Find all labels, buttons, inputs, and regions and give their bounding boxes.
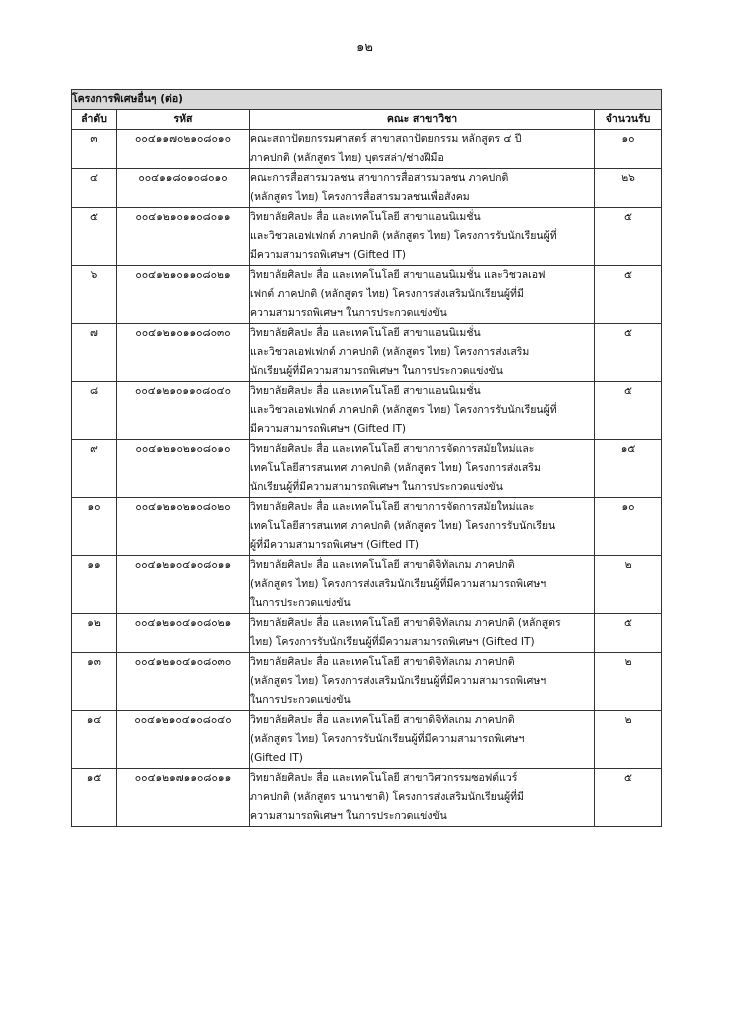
row-description-line: ไทย) โครงการรับนักเรียนผู้ที่มีความสามารถพิเศษฯ (Gifted IT) [250,636,535,648]
row-order-number: ๘ [72,382,117,440]
row-quota: ๕ [595,266,662,324]
column-header-code: รหัส [117,110,250,130]
row-description-line: วิทยาลัยศิลปะ สื่อ และเทคโนโลยี สาขาวิศวกรรมซอฟต์แวร์ [250,772,518,784]
row-description-line: วิทยาลัยศิลปะ สื่อ และเทคโนโลยี สาขาการจัดการสมัยใหม่และ [250,443,535,455]
row-description-line: (หลักสูตร ไทย) โครงการสื่อสารมวลชนเพื่อสังคม [250,191,470,203]
row-description-line: (หลักสูตร ไทย) โครงการรับนักเรียนผู้ที่มีความสามารถพิเศษฯ [250,733,525,745]
table-row [72,498,662,556]
row-description-line: วิทยาลัยศิลปะ สื่อ และเทคโนโลยี สาขาดิจิทัลเกม ภาคปกติ [250,559,515,571]
row-description-line: วิทยาลัยศิลปะ สื่อ และเทคโนโลยี สาขาการจัดการสมัยใหม่และ [250,501,535,513]
section-title: โครงการพิเศษอื่นๆ (ต่อ) [72,90,662,110]
row-order-number: ๕ [72,208,117,266]
row-quota: ๕ [595,382,662,440]
table-row [72,653,662,711]
row-description-line: วิทยาลัยศิลปะ สื่อ และเทคโนโลยี สาขาแอนนิเมชั่น [250,385,481,397]
table-row [72,440,662,498]
table-row [72,208,662,266]
table-row [72,382,662,440]
row-order-number: ๑๓ [72,653,117,711]
page-number: ๑๒ [356,40,373,55]
row-program-code: ๐๐๔๑๒๑๐๑๑๐๘๐๒๑ [117,266,250,324]
row-program-code: ๐๐๔๑๑๘๐๑๐๘๐๑๐ [117,169,250,208]
row-faculty-major [250,614,595,653]
row-quota: ๒ [595,556,662,614]
row-faculty-major [250,769,595,827]
row-description-line: และวิชวลเอฟเฟกต์ ภาคปกติ (หลักสูตร ไทย) โครงการรับนักเรียนผู้ที่ [250,404,557,416]
row-faculty-major [250,498,595,556]
row-order-number: ๖ [72,266,117,324]
row-description-line: ผู้ที่มีความสามารถพิเศษฯ (Gifted IT) [250,539,420,551]
row-faculty-major [250,440,595,498]
program-table [71,89,662,827]
row-quota: ๑๐ [595,130,662,169]
row-faculty-major [250,208,595,266]
row-description-line: มีความสามารถพิเศษฯ (Gifted IT) [250,249,406,261]
row-program-code: ๐๐๔๑๑๗๐๒๑๐๘๐๑๐ [117,130,250,169]
row-quota: ๑๐ [595,498,662,556]
row-order-number: ๔ [72,169,117,208]
row-description-line: ความสามารถพิเศษฯ ในการประกวดแข่งขัน [250,810,447,822]
row-description-line: ภาคปกติ (หลักสูตร นานาชาติ) โครงการส่งเสริมนักเรียนผู้ที่มี [250,791,524,803]
row-description-line: คณะสถาปัตยกรรมศาสตร์ สาขาสถาปัตยกรรม หลักสูตร ๔ ปี [250,133,522,145]
row-description-line: วิทยาลัยศิลปะ สื่อ และเทคโนโลยี สาขาแอนนิเมชั่น และวิชวลเอฟ [250,269,546,281]
row-quota: ๒๖ [595,169,662,208]
row-order-number: ๑๕ [72,769,117,827]
row-program-code: ๐๐๔๑๒๑๐๔๑๐๘๐๔๐ [117,711,250,769]
row-faculty-major [250,711,595,769]
table-row [72,324,662,382]
row-order-number: ๑๒ [72,614,117,653]
column-header-row [72,110,662,130]
row-program-code: ๐๐๔๑๒๑๐๒๑๐๘๐๑๐ [117,440,250,498]
row-description-line: เทคโนโลยีสารสนเทศ ภาคปกติ (หลักสูตร ไทย) โครงการส่งเสริม [250,462,541,474]
row-program-code: ๐๐๔๑๒๑๐๒๑๐๘๐๒๐ [117,498,250,556]
row-program-code: ๐๐๔๑๒๑๐๔๑๐๘๐๑๑ [117,556,250,614]
row-faculty-major [250,653,595,711]
table-row [72,169,662,208]
row-order-number: ๑๐ [72,498,117,556]
section-header-row [72,90,662,110]
table-row [72,130,662,169]
row-description-line: วิทยาลัยศิลปะ สื่อ และเทคโนโลยี สาขาดิจิทัลเกม ภาคปกติ (หลักสูตร [250,617,561,629]
row-description-line: (หลักสูตร ไทย) โครงการส่งเสริมนักเรียนผู้ที่มีความสามารถพิเศษฯ [250,675,547,687]
row-description-line: วิทยาลัยศิลปะ สื่อ และเทคโนโลยี สาขาแอนนิเมชั่น [250,327,481,339]
row-faculty-major [250,130,595,169]
row-description-line: (หลักสูตร ไทย) โครงการส่งเสริมนักเรียนผู้ที่มีความสามารถพิเศษฯ [250,578,547,590]
table-row [72,556,662,614]
row-description-line: ในการประกวดแข่งขัน [250,694,351,706]
row-quota: ๕ [595,324,662,382]
row-description-line: วิทยาลัยศิลปะ สื่อ และเทคโนโลยี สาขาดิจิทัลเกม ภาคปกติ [250,656,515,668]
row-description-line: (Gifted IT) [250,752,303,764]
table-row [72,769,662,827]
row-description-line: นักเรียนผู้ที่มีความสามารถพิเศษฯ ในการประกวดแข่งขัน [250,365,503,377]
row-order-number: ๑๑ [72,556,117,614]
row-quota: ๕ [595,769,662,827]
row-quota: ๑๕ [595,440,662,498]
row-order-number: ๙ [72,440,117,498]
row-faculty-major [250,266,595,324]
table-row [72,711,662,769]
row-order-number: ๑๔ [72,711,117,769]
row-description-line: วิทยาลัยศิลปะ สื่อ และเทคโนโลยี สาขาดิจิทัลเกม ภาคปกติ [250,714,515,726]
column-header-order: ลำดับ [72,110,117,130]
row-description-line: มีความสามารถพิเศษฯ (Gifted IT) [250,423,406,435]
row-program-code: ๐๐๔๑๒๑๐๔๑๐๘๐๒๑ [117,614,250,653]
row-program-code: ๐๐๔๑๒๑๐๔๑๐๘๐๓๐ [117,653,250,711]
row-order-number: ๓ [72,130,117,169]
row-faculty-major [250,556,595,614]
row-description-line: และวิชวลเอฟเฟกต์ ภาคปกติ (หลักสูตร ไทย) โครงการรับนักเรียนผู้ที่ [250,230,557,242]
row-quota: ๕ [595,614,662,653]
row-description-line: ภาคปกติ (หลักสูตร ไทย) บุตรสล่า/ช่างฝีมือ [250,152,444,164]
row-description-line: วิทยาลัยศิลปะ สื่อ และเทคโนโลยี สาขาแอนนิเมชั่น [250,211,481,223]
row-description-line: และวิชวลเอฟเฟกต์ ภาคปกติ (หลักสูตร ไทย) โครงการส่งเสริม [250,346,530,358]
row-program-code: ๐๐๔๑๒๑๗๑๑๐๘๐๑๑ [117,769,250,827]
row-program-code: ๐๐๔๑๒๑๐๑๑๐๘๐๔๐ [117,382,250,440]
row-faculty-major [250,324,595,382]
row-description-line: ความสามารถพิเศษฯ ในการประกวดแข่งขัน [250,307,447,319]
row-program-code: ๐๐๔๑๒๑๐๑๑๐๘๐๑๑ [117,208,250,266]
row-description-line: เฟกต์ ภาคปกติ (หลักสูตร ไทย) โครงการส่งเสริมนักเรียนผู้ที่มี [250,288,524,300]
row-quota: ๕ [595,208,662,266]
table-row [72,614,662,653]
table-body [72,130,662,827]
row-description-line: คณะการสื่อสารมวลชน สาขาการสื่อสารมวลชน ภาคปกติ [250,172,509,184]
row-description-line: นักเรียนผู้ที่มีความสามารถพิเศษฯ ในการประกวดแข่งขัน [250,481,503,493]
row-description-line: เทคโนโลยีสารสนเทศ ภาคปกติ (หลักสูตร ไทย) โครงการรับนักเรียน [250,520,556,532]
row-faculty-major [250,169,595,208]
column-header-faculty-major: คณะ สาขาวิชา [250,110,595,130]
column-header-quota: จำนวนรับ [595,110,662,130]
table-row [72,266,662,324]
row-quota: ๒ [595,711,662,769]
row-program-code: ๐๐๔๑๒๑๐๑๑๐๘๐๓๐ [117,324,250,382]
row-order-number: ๗ [72,324,117,382]
row-faculty-major [250,382,595,440]
row-quota: ๒ [595,653,662,711]
row-description-line: ในการประกวดแข่งขัน [250,597,351,609]
